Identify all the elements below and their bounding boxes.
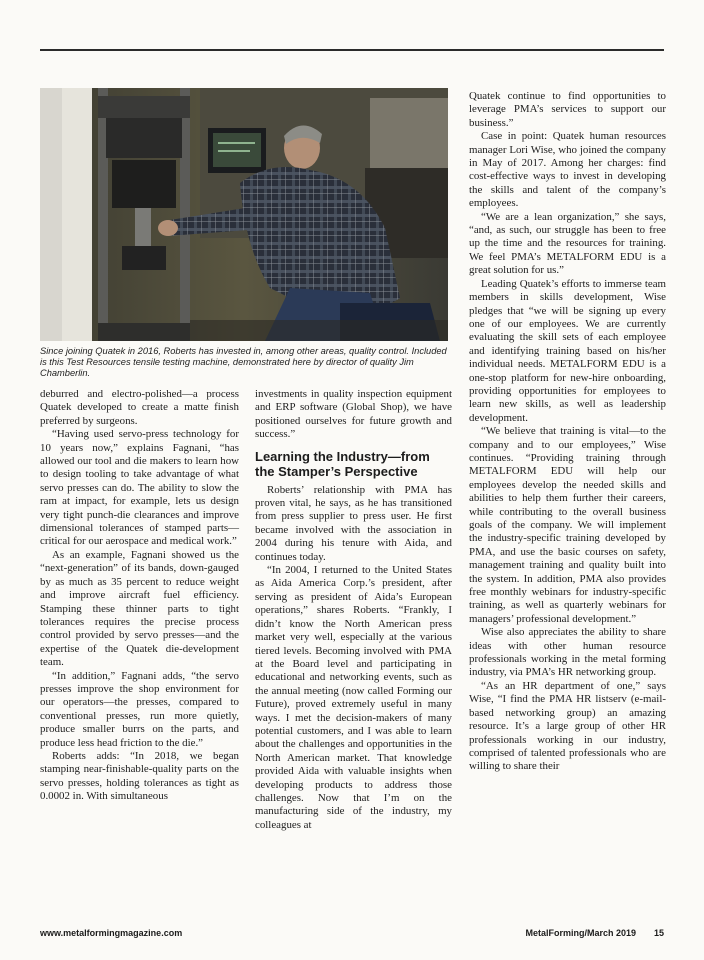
page-number: 15 [653, 928, 664, 938]
paragraph: “We believe that training is vital—to the company and to our employees,” Wise continues. “Providing training through METALFORM EDU will help our employees develop the needed skills and abilities to help them further their careers, while contributing to the overall business goals of the company. We will implement the industry-specific training developed by PMA, and use the basic courses on safety, management training and quality built into the system. In addition, PMA also provides free monthly webinars for industry-specific training, as well as quarterly webinars for managers’ professional development.” [469, 425, 666, 625]
photo-caption: Since joining Quatek in 2016, Roberts has invested in, among other areas, quality control. Included is this Test Resources tensile testing machine, demonstrated here by director of quality Jim Chamberlin. [40, 346, 447, 379]
paragraph: Wise also appreciates the ability to share ideas with other human resource professionals working in the metal forming industry, via PMA’s HR networking group. [469, 626, 666, 679]
paragraph: deburred and electro-polished—a process Quatek developed to create a matte finish preferred by surgeons. [40, 388, 239, 427]
paragraph: investments in quality inspection equipment and ERP software (Global Shop), we have positioned ourselves for future growth and success.” [255, 388, 452, 441]
column-3 [469, 90, 666, 774]
paragraph: “We are a lean organization,” she says, “and, as such, our struggle has been to free up the time and the resources for training. We feel PMA’s METALFORM EDU is a great solution for us.” [469, 210, 666, 277]
footer-website: www.metalformingmagazine.com [40, 928, 183, 938]
paragraph: “In 2004, I returned to the United States as Aida America Corp.’s president, after serving as president of Aida’s European operations,” shares Roberts. “Frankly, I didn’t know the North American press market very well, especially at the various tiered levels. Becoming involved with PMA at the Board level and participating in educational and networking events, such as the annual meeting (now called Forming our Future), proved extremely useful in many ways. I met the decision-makers of many potential customers, and I was able to learn about the challenges and opportunities in the North American market. That knowledge provided Aida with valuable insights when developing products to address those challenges. Now that I’m on the manufacturing side of the industry, my colleagues at [255, 564, 452, 831]
column-1 [40, 388, 239, 804]
paragraph: “Having used servo-press technology for 10 years now,” explains Fagnani, “has allowed our tool and die makers to learn how to design tooling to take advantage of what servo presses can do. The ability to slow the ram at impact, for example, lets us design very tight punch-die clearances and improve dimensional tolerances of stamped parts—critical for our aerospace and medical work.” [40, 428, 239, 548]
paragraph: Roberts adds: “In 2018, we began stamping near-finishable-quality parts on the servo presses, holding tolerances as tight as 0.0002 in. With simultaneous [40, 749, 239, 803]
paragraph: Case in point: Quatek human resources manager Lori Wise, who joined the company in May of 2017. Among her charges: find cost-effective ways to invest in developing the skills and talent of the company’s employees. [469, 130, 666, 210]
section-heading: Learning the Industry—from the Stamper’s Perspective [255, 448, 430, 479]
paragraph: Quatek continue to find opportunities to leverage PMA’s services to support our business.” [469, 90, 666, 129]
top-rule [40, 49, 664, 51]
photo-tensile-testing-machine [40, 88, 448, 341]
paragraph: Leading Quatek’s efforts to immerse team members in skills development, Wise pledges that “we will be signing up every one of our employees. We are currently evaluating the skill sets of each employee and identifying training based on his/her individual needs. METALFORM EDU is a one-stop platform for new-hire onboarding, providing opportunities for employees to learn new skills, as well as leadership development. [469, 277, 666, 424]
paragraph: “As an HR department of one,” says Wise, “I find the PMA HR listserv (e-mail-based networking group) an amazing resource. It’s a large group of other HR professionals working in our industry, comprised of talented professionals who are willing to share their [469, 679, 666, 773]
footer-issue-label: MetalForming/March 2019 [525, 928, 636, 938]
paragraph: “In addition,” Fagnani adds, “the servo presses improve the shop environment for our operators—the presses, compared to conventional presses, run more quietly, produce smaller burrs on the parts, and produce less head friction to the die.” [40, 669, 239, 749]
paragraph: Roberts’ relationship with PMA has proven vital, he says, as he has transitioned from press supplier to press user. He first became involved with the association in 2004 during his tenure with Aida, and continues today. [255, 483, 452, 563]
column-2 [255, 388, 452, 832]
paragraph: As an example, Fagnani showed us the “next-generation” of its bands, down-gauged by as much as 35 percent to reduce weight and improve aircraft fuel efficiency. Stamping these thinner parts to tight tolerances requires the precise process control provided by servo presses—and the expertise of the Quatek die-development team. [40, 548, 239, 669]
footer-issue [525, 928, 664, 938]
